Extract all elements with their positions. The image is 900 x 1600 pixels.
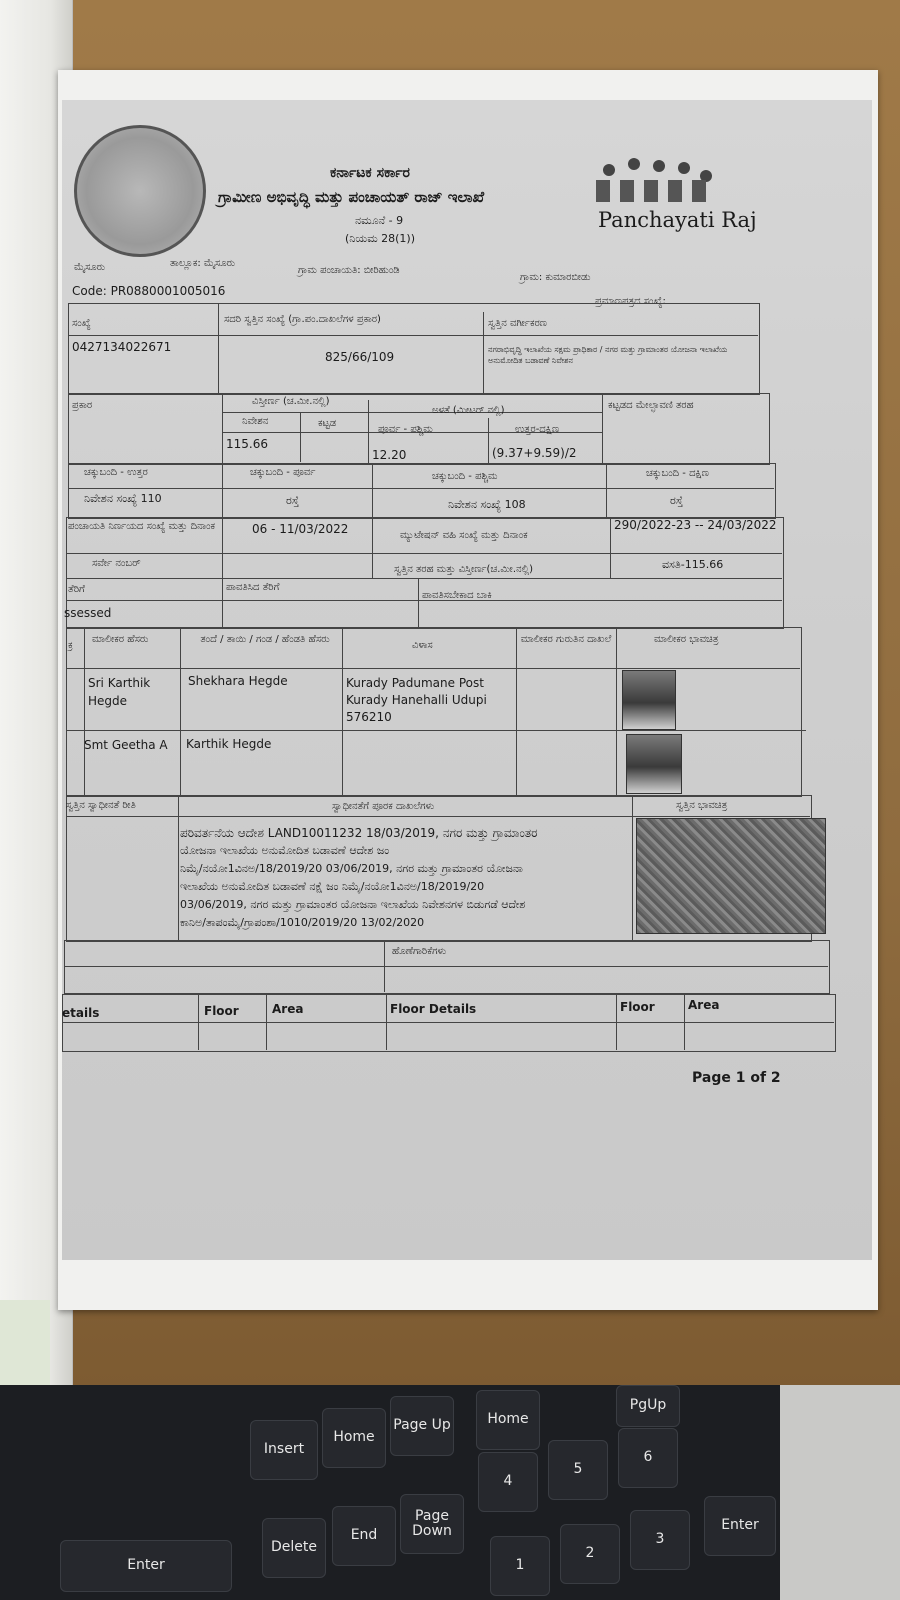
site-photo-label: ಸ್ವತ್ತಿನ ಭಾವಚಿತ್ರ xyxy=(676,800,728,811)
resolution-value: 06 - 11/03/2022 xyxy=(252,522,349,536)
dimension-label: ಅಳತೆ (ಮೀಟರ್ ನಲ್ಲಿ) xyxy=(432,405,505,416)
paid-tax-label: ಪಾವತಿಸಿದ ತೆರಿಗೆ xyxy=(226,582,280,593)
rule-number: (ನಿಯಮ 28(1)) xyxy=(345,232,416,245)
site-label: ನಿವೇಶನ xyxy=(242,416,269,427)
key-numpad-enter: Enter xyxy=(704,1496,776,1556)
col-parent-name: ತಂದೆ / ತಾಯಿ / ಗಂಡ / ಹೆಂಡತಿ ಹೆಸರು xyxy=(200,634,330,645)
resolution-label: ಪಂಚಾಯತಿ ನಿರ್ಣಯದ ಸಂಖ್ಯೆ ಮತ್ತು ದಿನಾಂಕ xyxy=(68,521,216,532)
key-numpad-1: 1 xyxy=(490,1536,550,1596)
key-page-down: Page Down xyxy=(400,1494,464,1554)
number-value: 825/66/109 xyxy=(325,350,395,364)
classification-value: ನಗರಾಭಿವೃದ್ಧಿ ಇಲಾಖೆಯ ಸಕ್ಷಮ ಪ್ರಾಧಿಕಾರ / ನಗರ ಮತ್ತು ಗ್ರಾಮಾಂತರ ಯೋಜನಾ ಇಲಾಖೆಯ ಅನುಮೋದಿತ ಬಡಾವಣೆ ನಿವೇಶನ xyxy=(488,345,728,365)
ownership-doc-line: ಪರಿವರ್ತನೆಯ ಆದೇಶ LAND10011232 18/03/2019, ನಗರ ಮತ್ತು ಗ್ರಾಮಾಂತರ xyxy=(180,826,538,840)
key-pgup: PgUp xyxy=(616,1385,680,1427)
south-label: ಚಕ್ಕುಬಂದಿ - ದಕ್ಷಿಣ xyxy=(646,468,709,479)
state-title: ಕರ್ನಾಟಕ ಸರ್ಕಾರ xyxy=(330,165,410,181)
owner-parent: Shekhara Hegde xyxy=(188,674,288,688)
col-owner-name: ಮಾಲೀಕರ ಹೆಸರು xyxy=(92,634,149,645)
ownership-doc-line: ನಿಮೈ/ನಯೋ1ವಿನಅ/18/2019/20 03/06/2019, ನಗರ ಮತ್ತು ಗ್ರಾಮಾಂತರ ಯೋಜನಾ xyxy=(180,862,523,875)
certificate-no-label: ಪ್ರಮಾಣಪತ್ರದ ಸಂಖ್ಯೆ: xyxy=(595,296,666,307)
key-enter: Enter xyxy=(60,1540,232,1592)
area-left-header: Area xyxy=(272,1002,304,1016)
floor-left-header: Floor xyxy=(204,1004,239,1018)
site-photo xyxy=(636,818,826,934)
col-owner-id: ಮಾಲೀಕರ ಗುರುತಿನ ದಾಖಲೆ xyxy=(520,634,612,645)
floor-details-left-header: etails xyxy=(62,1006,100,1020)
ownership-docs-label: ಸ್ವಾಧೀನತೆಗೆ ಪೂರಕ ದಾಖಲೆಗಳು xyxy=(332,801,435,812)
north-value: ನಿವೇಶನ ಸಂಖ್ಯೆ 110 xyxy=(84,492,162,505)
east-value: ರಸ್ತೆ xyxy=(286,494,300,507)
south-value: ರಸ್ತೆ xyxy=(670,494,684,507)
code: Code: PR0880001005016 xyxy=(72,284,226,298)
floor-details-right-header: Floor Details xyxy=(390,1002,477,1016)
assessed-label: ssessed xyxy=(64,606,112,620)
mutation-value: 290/2022-23 -- 24/03/2022 xyxy=(614,518,777,532)
col-owner-photo: ಮಾಲೀಕರ ಭಾವಚಿತ್ರ xyxy=(654,634,719,645)
id-value: 0427134022671 xyxy=(72,340,172,354)
north-south-value: (9.37+9.59)/2 xyxy=(492,446,577,460)
ownership-doc-line: ಯೋಜನಾ ಇಲಾಖೆಯ ಅನುಮೋದಿತ ಬಡಾವಣೆ ಆದೇಶ ಜಂ xyxy=(180,844,390,857)
roof-type-label: ಕಟ್ಟಡದ ಮೇಲ್ಛಾವಣಿ ತರಹ xyxy=(608,400,694,411)
owner-photo xyxy=(622,670,676,730)
survey-label: ಸರ್ವೇ ನಂಬರ್ xyxy=(92,558,141,569)
type-label: ಪ್ರಕಾರ xyxy=(72,400,93,411)
form-number: ನಮೂನೆ - 9 xyxy=(355,214,404,227)
col-address: ವಿಳಾಸ xyxy=(412,640,433,651)
key-numpad-5: 5 xyxy=(548,1440,608,1500)
owner-photo xyxy=(626,734,682,794)
west-value: ನಿವೇಶನ ಸಂಖ್ಯೆ 108 xyxy=(448,498,526,511)
key-numpad-6: 6 xyxy=(618,1428,678,1488)
logo-text: Panchayati Raj xyxy=(598,208,757,232)
liabilities-block xyxy=(64,940,830,994)
owner-name-line1: Smt Geetha A xyxy=(84,738,168,752)
due-label: ಪಾವತಿಸಬೇಕಾದ ಬಾಕಿ xyxy=(422,590,492,601)
key-page-up: Page Up xyxy=(390,1396,454,1456)
village: ಗ್ರಾಮ: ಕುಮಾರಬೀಡು xyxy=(520,272,591,283)
west-label: ಚಕ್ಕುಬಂದಿ - ಪಶ್ಚಿಮ xyxy=(432,471,498,482)
ownership-doc-line: ಇಲಾಖೆಯ ಅನುಮೋದಿತ ಬಡಾವಣೆ ನಕ್ಷೆ ಜಂ ನಿಮೈ/ನಯೋ1ವಿನಅ/18/2019/20 xyxy=(180,880,485,893)
east-west-value: 12.20 xyxy=(372,448,407,462)
east-label: ಚಕ್ಕುಬಂದಿ - ಪೂರ್ವ xyxy=(250,467,316,478)
mutation-label: ಮ್ಯುಟೇಷನ್ ವಹಿ ಸಂಖ್ಯೆ ಮತ್ತು ದಿನಾಂಕ xyxy=(400,530,528,541)
key-end: End xyxy=(332,1506,396,1566)
north-south-label: ಉತ್ತರ-ದಕ್ಷಿಣ xyxy=(515,424,560,435)
department-title: ಗ್ರಾಮೀಣ ಅಭಿವೃದ್ಧಿ ಮತ್ತು ಪಂಚಾಯತ್ ರಾಜ್ ಇಲಾಖೆ xyxy=(218,188,485,206)
owner-parent: Karthik Hegde xyxy=(186,737,272,751)
north-label: ಚಕ್ಕುಬಂದಿ - ಉತ್ತರ xyxy=(84,467,148,478)
key-numpad-3: 3 xyxy=(630,1510,690,1570)
ownership-doc-line: ಕಾನಿಅ/ತಾಪಂಮೈ/ಗ್ರಾಪಂಶಾ/1010/2019/20 13/02/2020 xyxy=(180,916,425,929)
number-label: ಸದರಿ ಸ್ವತ್ತಿನ ಸಂಖ್ಯೆ (ಗ್ರಾ.ಪಂ.ದಾಖಲೆಗಳ ಪ್ರಕಾರ) xyxy=(224,314,381,325)
building-label: ಕಟ್ಟಡ xyxy=(318,418,337,429)
key-numpad-2: 2 xyxy=(560,1524,620,1584)
key-delete: Delete xyxy=(262,1518,326,1578)
gram-panchayat: ಗ್ರಾಮ ಪಂಚಾಯತಿ: ಬೀರಿಹುಂಡಿ xyxy=(298,265,400,276)
ownership-method-label: ಸ್ವತ್ತಿನ ಸ್ವಾಧೀನತೆ ರೀತಿ xyxy=(66,800,136,811)
owner-address-line1: Kurady Padumane Post xyxy=(346,676,484,690)
ownership-doc-line: 03/06/2019, ನಗರ ಮತ್ತು ಗ್ರಾಮಾಂತರ ಯೋಜನಾ ಇಲಾಖೆಯ ನಿವೇಶನಗಳ ಬಿಡುಗಡೆ ಆದೇಶ xyxy=(180,898,526,911)
area-right-header: Area xyxy=(688,998,720,1012)
karnataka-emblem-icon xyxy=(74,125,206,257)
tax-label: ತೆರಿಗೆ xyxy=(68,584,85,595)
owner-address-line2: Kurady Hanehalli Udupi xyxy=(346,693,487,707)
site-area: 115.66 xyxy=(226,437,268,451)
key-numpad-4: 4 xyxy=(478,1452,538,1512)
key-home: Home xyxy=(322,1408,386,1468)
east-west-label: ಪೂರ್ವ - ಪಶ್ಚಿಮ xyxy=(378,424,433,435)
owner-name-line1: Sri Karthik xyxy=(88,676,151,690)
id-label: ಸಂಖ್ಯೆ xyxy=(72,318,91,329)
owners-table xyxy=(66,627,802,797)
col-sl-no: ಕ್ರ xyxy=(68,640,73,651)
prop-type-label: ಸ್ವತ್ತಿನ ತರಹ ಮತ್ತು ವಿಸ್ತೀರ್ಣ(ಚ.ಮೀ.ನಲ್ಲಿ) xyxy=(394,564,534,575)
prop-type-value: ವಸತಿ-115.66 xyxy=(662,558,724,571)
liabilities-label: ಹೊಣೆಗಾರಿಕೆಗಳು xyxy=(392,946,447,957)
district: ಮೈಸೂರು xyxy=(74,262,106,273)
floor-right-header: Floor xyxy=(620,1000,655,1014)
key-numpad-home: Home xyxy=(476,1390,540,1450)
owner-name-line2: Hegde xyxy=(88,694,128,708)
desk-edge xyxy=(780,1385,900,1600)
taluk: ತಾಲ್ಲೂಕ: ಮೈಸೂರು xyxy=(170,258,236,269)
owner-address-line3: 576210 xyxy=(346,710,392,724)
area-label: ವಿಸ್ತೀರ್ಣ (ಚ.ಮೀ.ನಲ್ಲಿ) xyxy=(252,396,330,407)
page-number: Page 1 of 2 xyxy=(692,1070,781,1086)
key-insert: Insert xyxy=(250,1420,318,1480)
classification-label: ಸ್ವತ್ತಿನ ವರ್ಗೀಕರಣ xyxy=(488,318,547,329)
